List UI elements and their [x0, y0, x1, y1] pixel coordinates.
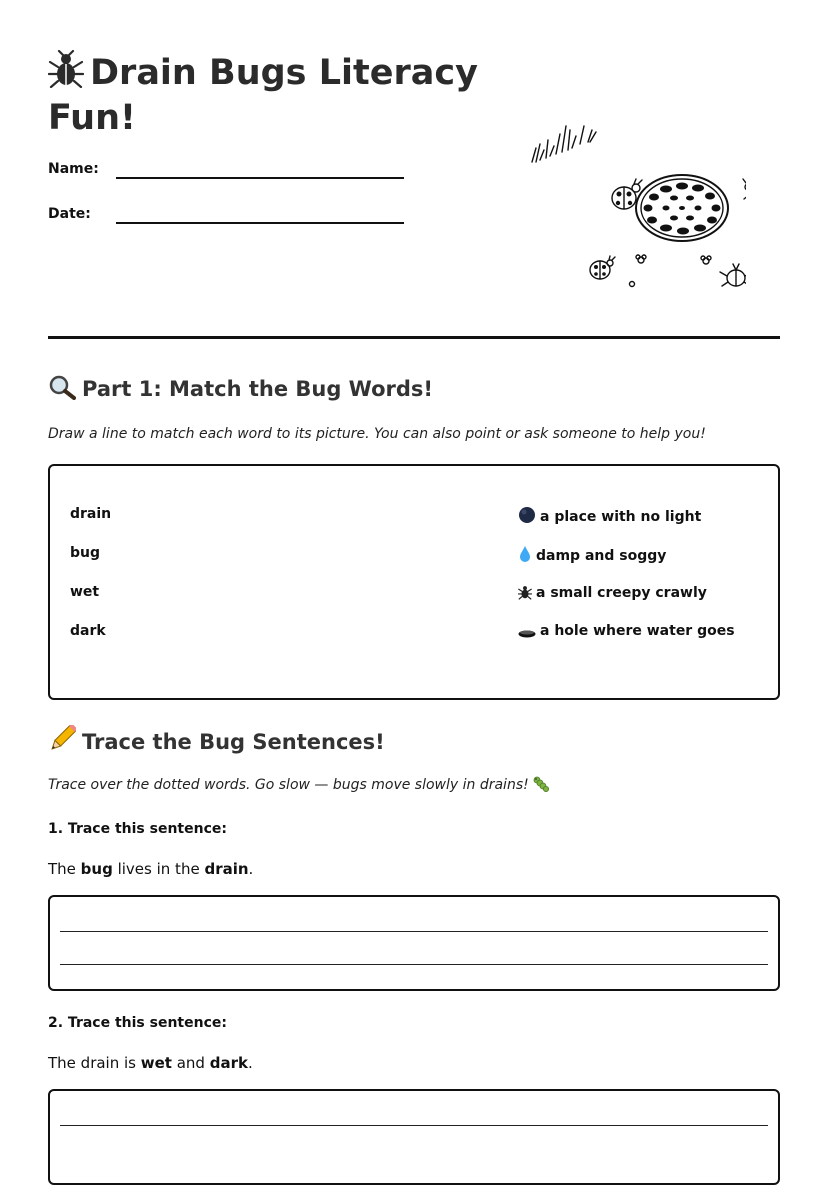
trace-item-label: 2. Trace this sentence:	[48, 1015, 227, 1031]
match-word[interactable]: bug	[70, 545, 101, 561]
bug-icon	[48, 50, 84, 98]
trace-item-label: 1. Trace this sentence:	[48, 821, 227, 837]
pencil-icon	[48, 725, 76, 760]
trace-writing-box[interactable]	[48, 895, 780, 991]
trace-sentence: The bug lives in the drain.	[48, 860, 254, 878]
hole-icon	[518, 626, 536, 642]
date-label: Date:	[48, 206, 91, 222]
caterpillar-icon	[533, 776, 551, 796]
name-field[interactable]	[48, 155, 408, 185]
part1-instructions: Draw a line to match each word to its picture. You can also point or ask someone to help you!	[48, 426, 706, 442]
writing-line	[60, 964, 768, 965]
match-word[interactable]: wet	[70, 584, 100, 600]
magnifying-glass-icon	[48, 374, 76, 407]
date-line[interactable]	[116, 222, 404, 224]
dark-circle-icon	[518, 506, 536, 528]
bug-icon	[518, 584, 532, 604]
header-divider	[48, 336, 780, 339]
match-word[interactable]: drain	[70, 506, 112, 522]
match-word[interactable]: dark	[70, 623, 106, 639]
writing-line	[60, 931, 768, 932]
match-box	[48, 464, 780, 700]
match-meaning[interactable]: damp and soggy	[518, 545, 666, 567]
match-meaning[interactable]: a place with no light	[518, 506, 701, 528]
droplet-icon	[518, 545, 532, 567]
trace-sentence: The drain is wet and dark.	[48, 1054, 253, 1072]
drain-bugs-illustration	[526, 120, 746, 295]
match-meaning[interactable]: a hole where water goes	[518, 623, 735, 642]
name-label: Name:	[48, 161, 99, 177]
writing-line	[60, 1125, 768, 1126]
page-title: Drain Bugs Literacy Fun!	[48, 50, 488, 139]
date-field[interactable]	[48, 200, 408, 230]
trace-writing-box[interactable]	[48, 1089, 780, 1185]
part2-instructions: Trace over the dotted words. Go slow — bugs move slowly in drains!	[48, 776, 551, 796]
name-line[interactable]	[116, 177, 404, 179]
part1-heading: Part 1: Match the Bug Words!	[48, 374, 433, 407]
part2-heading: Trace the Bug Sentences!	[48, 725, 385, 760]
match-meaning[interactable]: a small creepy crawly	[518, 584, 707, 604]
